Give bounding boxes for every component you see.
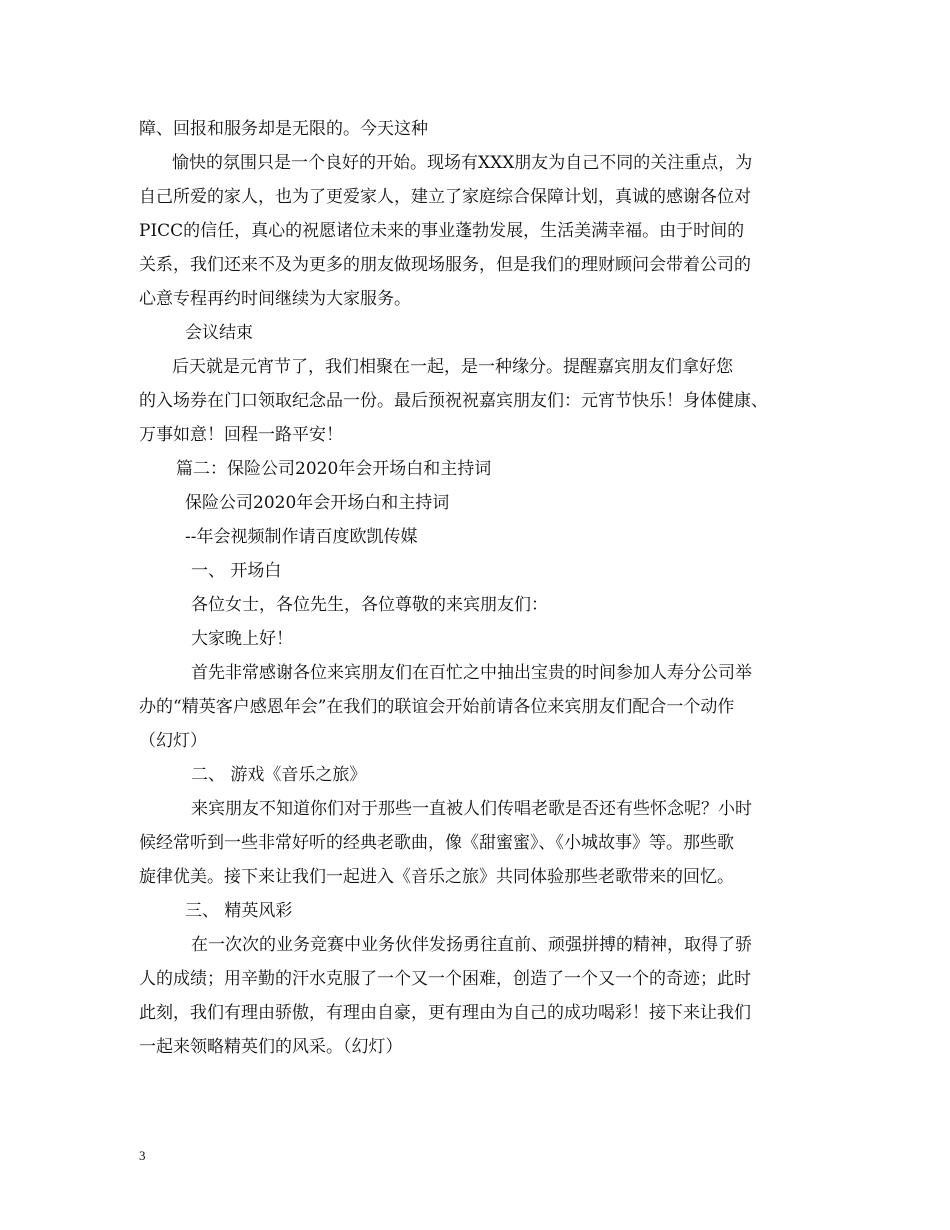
text-line: 在一次次的业务竞赛中业务伙伴发扬勇往直前、顽强拼搏的精神，取得了骄 bbox=[191, 935, 752, 955]
text-line: 一起来领略精英们的风采。（幻灯） bbox=[139, 1037, 403, 1057]
article-subtitle: 保险公司2020年会开场白和主持词 bbox=[185, 493, 450, 513]
text-line: 心意专程再约时间继续为大家服务。 bbox=[139, 289, 411, 309]
text-line: 首先非常感谢各位来宾朋友们在百忙之中抽出宝贵的时间参加人寿分公司举 bbox=[191, 663, 752, 683]
text-line: 来宾朋友不知道你们对于那些一直被人们传唱老歌是否还有些怀念呢？小时 bbox=[191, 799, 752, 819]
text-line: 万事如意！回程一路平安！ bbox=[139, 425, 343, 445]
text-line: --年会视频制作请百度欧凯传媒 bbox=[185, 527, 418, 547]
text-line: 各位女士，各位先生，各位尊敬的来宾朋友们： bbox=[191, 595, 548, 615]
text-line: 候经常听到一些非常好听的经典老歌曲，像《甜蜜蜜》、《小城故事》等。那些歌 bbox=[139, 833, 734, 853]
text-line: 办的“精英客户感恩年会”在我们的联谊会开始前请各位来宾朋友们配合一个动作 bbox=[139, 697, 735, 717]
text-line: 障、回报和服务却是无限的。今天这种 bbox=[139, 119, 428, 139]
text-line: 愉快的氛围只是一个良好的开始。现场有XXX朋友为自己不同的关注重点，为 bbox=[172, 153, 753, 173]
text-line: 后天就是元宵节了，我们相聚在一起，是一种缘分。提醒嘉宾朋友们拿好您 bbox=[172, 357, 733, 377]
section-heading: 一、 开场白 bbox=[191, 561, 282, 581]
section-heading: 三、 精英风彩 bbox=[185, 901, 293, 921]
text-line: 人的成绩；用辛勤的汗水克服了一个又一个困难，创造了一个又一个的奇迹；此时 bbox=[139, 969, 751, 989]
text-line: 关系，我们还来不及为更多的朋友做现场服务，但是我们的理财顾问会带着公司的 bbox=[139, 255, 751, 275]
section-heading: 二、 游戏《音乐之旅》 bbox=[191, 765, 367, 785]
section-heading: 会议结束 bbox=[185, 323, 253, 343]
text-line: 旋律优美。接下来让我们一起进入《音乐之旅》共同体验那些老歌带来的回忆。 bbox=[139, 867, 734, 887]
page-number: 3 bbox=[139, 1148, 146, 1163]
text-line: 大家晚上好！ bbox=[191, 629, 293, 649]
article-title: 篇二：保险公司2020年会开场白和主持词 bbox=[176, 459, 492, 479]
document-body bbox=[139, 112, 829, 1064]
text-line: 自己所爱的家人，也为了更爱家人，建立了家庭综合保障计划，真诚的感谢各位对 bbox=[139, 187, 751, 207]
text-line: 此刻，我们有理由骄傲，有理由自豪，更有理由为自己的成功喝彩！接下来让我们 bbox=[139, 1003, 751, 1023]
text-line: PICC的信任，真心的祝愿诸位未来的事业蓬勃发展，生活美满幸福。由于时间的 bbox=[139, 221, 745, 241]
text-line: （幻灯） bbox=[139, 731, 207, 751]
text-line: 的入场券在门口领取纪念品一份。最后预祝祝嘉宾朋友们：元宵节快乐！身体健康、 bbox=[139, 391, 768, 411]
